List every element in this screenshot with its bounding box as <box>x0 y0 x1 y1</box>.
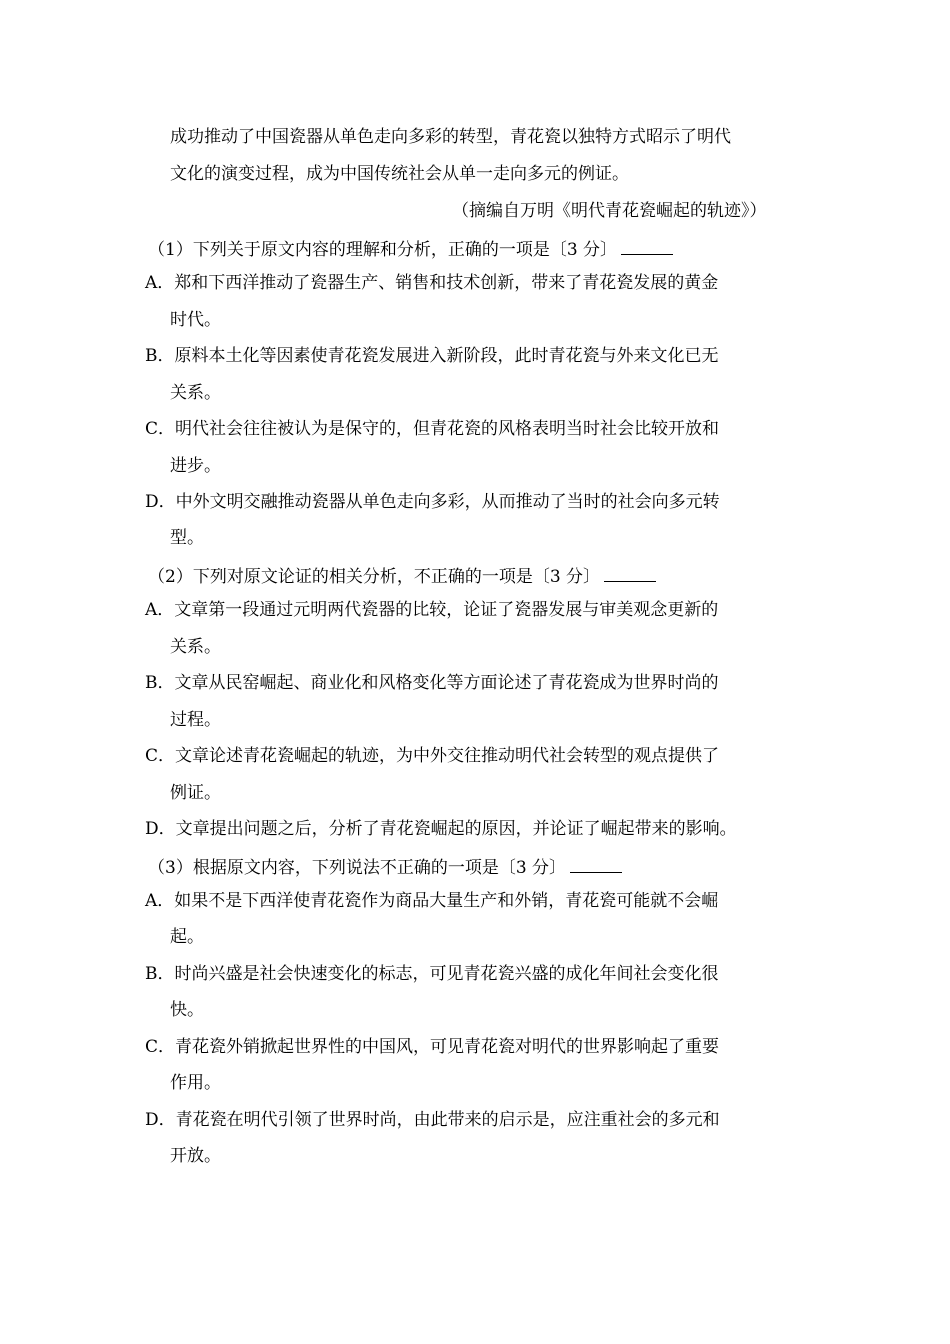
q1-option-a[interactable] <box>145 272 718 294</box>
option-text: 原料本土化等因素使青花瓷发展进入新阶段，此时青花瓷与外来文化已无 <box>174 346 719 366</box>
q1-option-d[interactable] <box>145 491 720 513</box>
question-2-stem <box>148 563 656 588</box>
q1-option-b[interactable] <box>145 345 719 367</box>
option-text-continued: 型。 <box>170 528 204 548</box>
option-text-continued: 过程。 <box>170 710 221 730</box>
option-letter: B． <box>145 964 175 984</box>
option-text: 青花瓷在明代引领了世界时尚，由此带来的启示是，应注重社会的多元和 <box>175 1110 720 1130</box>
question-stem-text: （3）根据原文内容，下列说法不正确的一项是〔3 分〕 <box>148 858 567 878</box>
q2-option-c[interactable] <box>145 745 719 767</box>
q3-option-c[interactable] <box>145 1036 719 1058</box>
option-letter: D． <box>145 492 176 512</box>
option-text-continued: 作用。 <box>170 1073 221 1093</box>
passage-line: 成功推动了中国瓷器从单色走向多彩的转型，青花瓷以独特方式昭示了明代 <box>170 127 731 147</box>
option-text: 文章第一段通过元明两代瓷器的比较，论证了瓷器发展与审美观念更新的 <box>174 600 719 620</box>
option-text: 郑和下西洋推动了瓷器生产、销售和技术创新，带来了青花瓷发展的黄金 <box>174 273 719 293</box>
passage-source: （摘编自万明《明代青花瓷崛起的轨迹》） <box>452 201 767 221</box>
answer-blank[interactable] <box>570 854 622 873</box>
option-text: 文章从民窑崛起、商业化和风格变化等方面论述了青花瓷成为世界时尚的 <box>174 673 719 693</box>
option-letter: B． <box>145 346 175 366</box>
answer-blank[interactable] <box>621 236 673 255</box>
q3-option-a[interactable] <box>145 890 718 912</box>
option-text: 中外文明交融推动瓷器从单色走向多彩，从而推动了当时的社会向多元转 <box>175 492 720 512</box>
question-1-stem <box>148 236 673 261</box>
option-letter: C． <box>145 419 176 439</box>
option-letter: A． <box>145 600 175 620</box>
q2-option-d[interactable] <box>145 818 737 840</box>
passage-line: 文化的演变过程，成为中国传统社会从单一走向多元的例证。 <box>170 164 629 184</box>
option-text-continued: 例证。 <box>170 783 221 803</box>
option-text: 如果不是下西洋使青花瓷作为商品大量生产和外销，青花瓷可能就不会崛 <box>174 891 719 911</box>
answer-blank[interactable] <box>604 563 656 582</box>
option-letter: A． <box>145 273 175 293</box>
question-3-stem <box>148 854 622 879</box>
q3-option-d[interactable] <box>145 1109 720 1131</box>
option-letter: C． <box>145 746 176 766</box>
option-text: 青花瓷外销掀起世界性的中国风，可见青花瓷对明代的世界影响起了重要 <box>175 1037 720 1057</box>
option-letter: A． <box>145 891 175 911</box>
option-text-continued: 关系。 <box>170 637 221 657</box>
q3-option-b[interactable] <box>145 963 719 985</box>
question-stem-text: （2）下列对原文论证的相关分析，不正确的一项是〔3 分〕 <box>148 567 601 587</box>
option-text-continued: 时代。 <box>170 310 221 330</box>
option-text: 文章提出问题之后，分析了青花瓷崛起的原因，并论证了崛起带来的影响。 <box>175 819 737 839</box>
option-text: 明代社会往往被认为是保守的，但青花瓷的风格表明当时社会比较开放和 <box>175 419 720 439</box>
q1-option-c[interactable] <box>145 418 719 440</box>
option-text-continued: 起。 <box>170 927 204 947</box>
option-letter: D． <box>145 1110 176 1130</box>
q2-option-b[interactable] <box>145 672 719 694</box>
option-text-continued: 关系。 <box>170 383 221 403</box>
option-text-continued: 开放。 <box>170 1146 221 1166</box>
option-text-continued: 快。 <box>170 1000 204 1020</box>
q2-option-a[interactable] <box>145 599 718 621</box>
option-letter: D． <box>145 819 176 839</box>
option-letter: C． <box>145 1037 176 1057</box>
option-text: 时尚兴盛是社会快速变化的标志，可见青花瓷兴盛的成化年间社会变化很 <box>174 964 719 984</box>
option-text-continued: 进步。 <box>170 456 221 476</box>
option-letter: B． <box>145 673 175 693</box>
question-stem-text: （1）下列关于原文内容的理解和分析，正确的一项是〔3 分〕 <box>148 240 618 260</box>
option-text: 文章论述青花瓷崛起的轨迹，为中外交往推动明代社会转型的观点提供了 <box>175 746 720 766</box>
